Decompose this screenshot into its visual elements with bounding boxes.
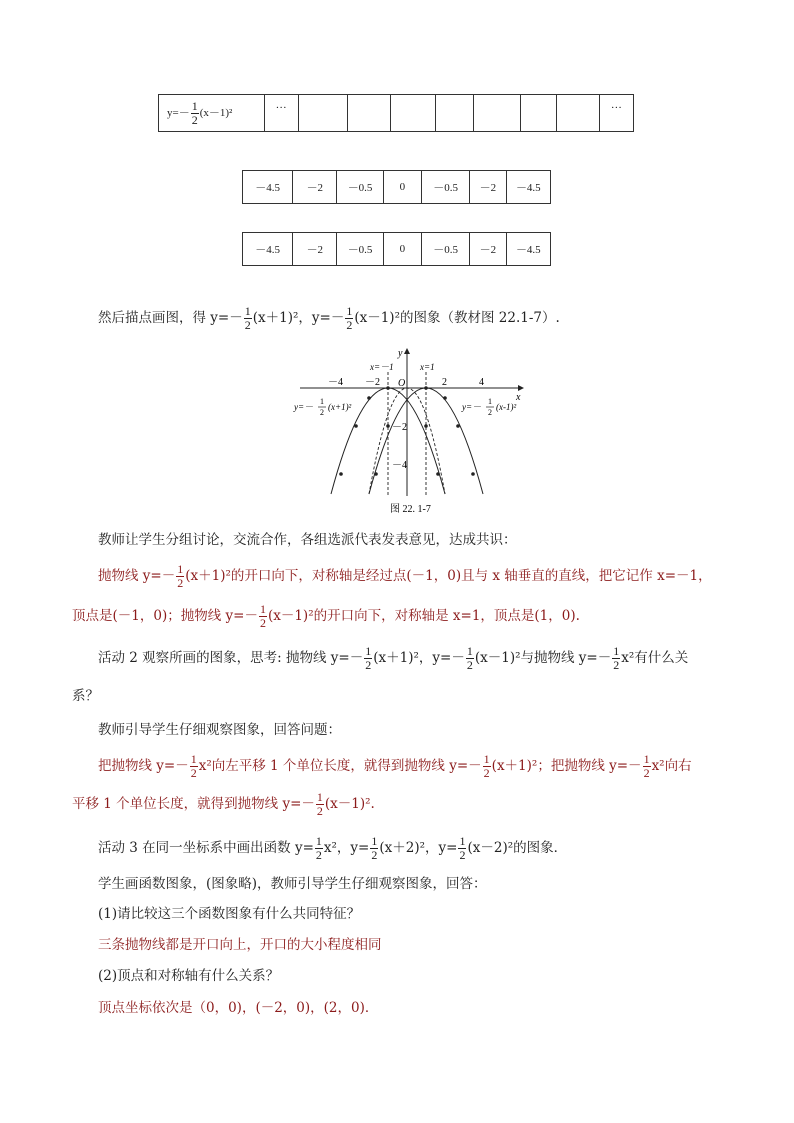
fraction-half (364, 645, 372, 672)
text-span: 顶点是(－1，0)；抛物线 y=－ (72, 608, 258, 624)
text-span: (x－2)²的图象． (467, 840, 568, 856)
frac-num: 1 (483, 752, 490, 766)
table1-cell (520, 95, 556, 132)
fraction-half (370, 835, 378, 862)
x-tick-label: 4 (479, 377, 484, 388)
paragraph-activity-2-end: 系？ (72, 688, 99, 704)
fraction-half (316, 791, 324, 818)
fraction-half (612, 645, 620, 672)
text-span: 把抛物线 y=－ (98, 758, 189, 774)
text-span: (x－1)²的图象（教材图 22.1-7）. (354, 310, 560, 326)
text-span: (x＋1)²，y=－ (252, 310, 345, 326)
answer-2: 顶点坐标依次是（0，0)，(－2，0)，(2，0)． (98, 1000, 379, 1016)
text-span: 平移 1 个单位长度，就得到抛物线 y=－ (72, 796, 315, 812)
y-axis-arrow (404, 348, 410, 354)
plot-point (374, 472, 378, 476)
table1-cell: … (264, 95, 298, 132)
frac-num: 1 (315, 834, 322, 848)
table3-cell: －2 (293, 233, 337, 266)
table1-cell (298, 95, 347, 132)
plot-point (456, 424, 460, 428)
frac-num: 1 (259, 602, 266, 616)
frac-num: 1 (346, 304, 353, 318)
table3-cell: －4.5 (506, 233, 550, 266)
fraction-half (259, 603, 267, 630)
table1-cell: … (599, 95, 633, 132)
plot-point (367, 396, 371, 400)
frac-num: 1 (177, 562, 184, 576)
fraction-half (458, 835, 466, 862)
right-curve-frac-num: 1 (488, 397, 492, 406)
text-span: x²有什么关 (621, 650, 689, 666)
text-span: x²向右 (651, 758, 692, 774)
y-tick-label: －2 (392, 422, 407, 433)
plot-point (354, 424, 358, 428)
text-span: (x－1)²与抛物线 y=－ (474, 650, 612, 666)
left-curve-frac-den: 2 (320, 408, 324, 417)
frac-num: 1 (371, 834, 378, 848)
text-span: x²向左平移 1 个单位长度，就得到抛物线 y=－ (198, 758, 482, 774)
text-span: 活动 3 在同一坐标系中画出函数 y= (98, 840, 314, 856)
frac-num: 1 (365, 644, 372, 658)
plot-point (443, 396, 447, 400)
paragraph-translation-2 (72, 786, 712, 822)
fraction-half (483, 753, 491, 780)
frac-den: 2 (483, 766, 490, 780)
value-table-1 (158, 94, 634, 132)
table2-cell: －2 (293, 171, 337, 204)
paragraph-consensus-2 (72, 598, 712, 634)
plot-point (471, 472, 475, 476)
frac-den: 2 (315, 848, 322, 862)
table1-label-prefix: y=－ (167, 106, 190, 119)
paragraph-students-draw: 学生画函数图象，(图象略)，教师引导学生仔细观察图象，回答： (98, 876, 487, 892)
fraction-half (466, 645, 474, 672)
paragraph-consensus-1 (98, 558, 738, 594)
fraction-half (190, 753, 198, 780)
x-axis-label: x (516, 392, 521, 403)
frac-num: 1 (190, 752, 197, 766)
frac-den: 2 (346, 318, 353, 332)
table1-label-suffix: (x－1)² (199, 106, 233, 119)
right-curve-frac-den: 2 (488, 408, 492, 417)
value-table-2 (242, 170, 551, 204)
paragraph-discussion: 教师让学生分组讨论，交流合作，各组选派代表发表意见，达成共识： (98, 532, 517, 548)
fraction-half (345, 305, 353, 332)
symmetry-label-left: x=－1 (370, 362, 394, 372)
text-span: 然后描点画图，得 y=－ (98, 310, 243, 326)
paragraph-translation-1 (98, 748, 738, 784)
figure-caption: 图 22. 1-7 (390, 504, 431, 515)
table3-cell: －2 (470, 233, 506, 266)
text-span: (x－1)²的开口向下，对称轴是 x=1，顶点是(1，0). (267, 608, 580, 624)
table3-cell: －0.5 (421, 233, 469, 266)
table1-cell (347, 95, 390, 132)
table3-cell: －0.5 (337, 233, 383, 266)
parabola-figure (290, 346, 530, 516)
table2-cell: 0 (383, 171, 421, 204)
y-axis-label: y (398, 348, 403, 359)
frac-num: 1 (459, 834, 466, 848)
right-curve-label (461, 402, 481, 412)
paragraph-activity-2 (98, 640, 738, 676)
text-span: x²，y= (323, 840, 370, 856)
table2-cell: －0.5 (337, 171, 383, 204)
frac-den: 2 (244, 318, 251, 332)
text-span: (x＋1)²；把抛物线 y=－ (491, 758, 642, 774)
table1-cell (391, 95, 436, 132)
plot-point (386, 386, 390, 390)
frac-den: 2 (459, 848, 466, 862)
table2-cell: －0.5 (421, 171, 469, 204)
frac-num: 1 (316, 790, 323, 804)
fraction-half (244, 305, 252, 332)
frac-den: 2 (466, 658, 473, 672)
text-span: (x＋1)²的开口向下，对称轴是经过点(－1，0)且与 x 轴垂直的直线，把它记作 x=－1， (185, 568, 712, 584)
frac-den: 2 (371, 848, 378, 862)
left-curve-frac-num: 1 (320, 397, 324, 406)
text-span: (x＋2)²，y= (379, 840, 458, 856)
frac-den: 2 (259, 616, 266, 630)
table2-cell: －4.5 (243, 171, 293, 204)
x-tick-label: 2 (442, 377, 447, 388)
table1-cell (473, 95, 520, 132)
frac-num: 1 (191, 98, 198, 113)
frac-num: 1 (244, 304, 251, 318)
plot-point (436, 472, 440, 476)
value-table-3 (242, 232, 551, 266)
y-tick-label: －4 (392, 460, 407, 471)
left-curve-label (293, 402, 313, 412)
table1-cell (556, 95, 599, 132)
frac-den: 2 (316, 804, 323, 818)
text-span: 活动 2 观察所画的图象，思考: 抛物线 y=－ (98, 650, 364, 666)
frac-den: 2 (643, 766, 650, 780)
paragraph-activity-3 (98, 830, 738, 866)
symmetry-label-right: x=1 (420, 362, 435, 372)
frac-den: 2 (190, 766, 197, 780)
question-2: (2)顶点和对称轴有什么关系？ (98, 968, 280, 984)
table1-label-cell (159, 95, 265, 132)
right-curve-expr: (x-1)² (496, 402, 517, 412)
paragraph-plotting (98, 300, 738, 336)
x-tick-label: －4 (328, 377, 343, 388)
text-span: (x＋1)²，y=－ (373, 650, 465, 666)
question-1: (1)请比较这三个函数图象有什么共同特征？ (98, 906, 361, 922)
plot-point (424, 424, 428, 428)
frac-den: 2 (191, 112, 198, 127)
frac-den: 2 (177, 576, 184, 590)
x-axis-arrow (518, 385, 524, 391)
table1-fraction (191, 100, 199, 127)
table3-cell: －4.5 (243, 233, 293, 266)
table3-cell: 0 (383, 233, 421, 266)
fraction-half (315, 835, 323, 862)
plot-point (339, 472, 343, 476)
frac-num: 1 (613, 644, 620, 658)
paragraph-guidance: 教师引导学生仔细观察图象，回答问题： (98, 722, 341, 738)
frac-den: 2 (613, 658, 620, 672)
frac-den: 2 (365, 658, 372, 672)
answer-1: 三条抛物线都是开口向上，开口的大小程度相同 (98, 937, 382, 953)
fraction-half (176, 563, 184, 590)
label-text: y=－ (294, 402, 314, 412)
plot-point (424, 386, 428, 390)
frac-num: 1 (466, 644, 473, 658)
plot-point (386, 424, 390, 428)
x-tick-label: －2 (365, 377, 380, 388)
text-span: 抛物线 y=－ (98, 568, 176, 584)
origin-label: O (398, 378, 406, 389)
text-span: (x－1)². (324, 796, 375, 812)
table2-cell: －2 (470, 171, 506, 204)
frac-num: 1 (643, 752, 650, 766)
fraction-half (643, 753, 651, 780)
label-text: y=－ (462, 402, 482, 412)
table2-cell: －4.5 (506, 171, 550, 204)
table1-cell (436, 95, 474, 132)
left-curve-expr: (x+1)² (328, 402, 352, 412)
